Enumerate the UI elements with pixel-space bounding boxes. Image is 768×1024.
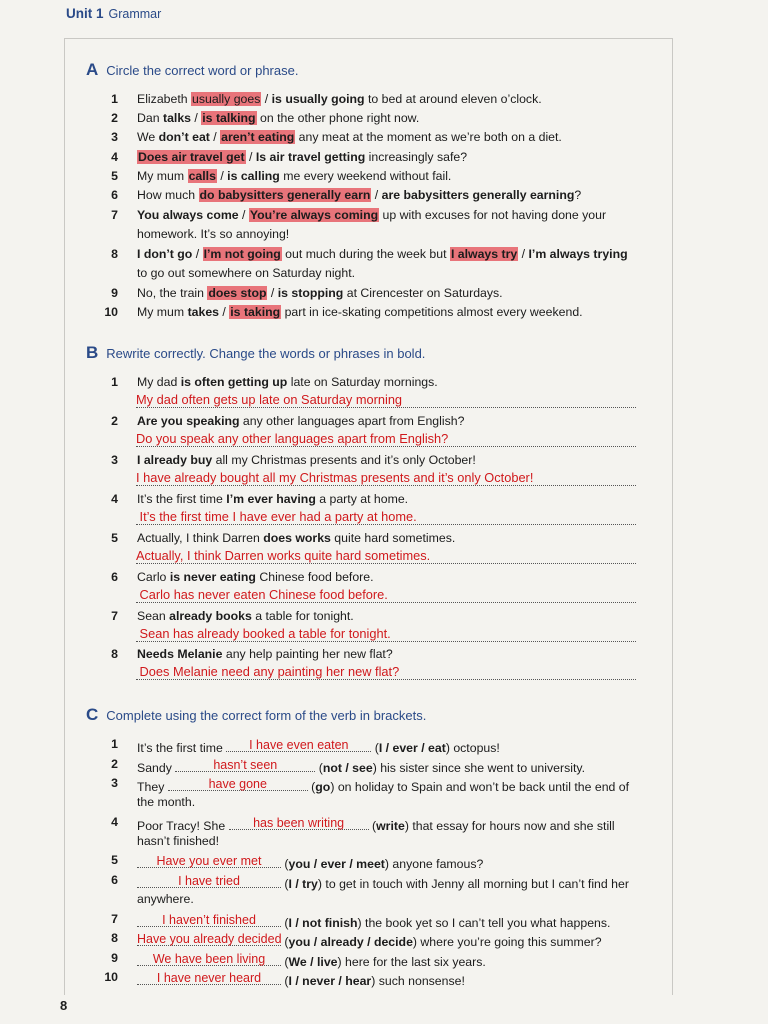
item-number: 4 <box>111 815 118 829</box>
list-item <box>137 286 503 300</box>
list-item <box>137 208 606 222</box>
bold-phrase: I’m ever having <box>226 492 316 506</box>
list-item <box>137 912 610 930</box>
text-fragment: ) where you’re going this summer? <box>412 935 602 949</box>
bold-phrase: write <box>376 819 405 833</box>
answer-text: I have tried <box>178 874 240 888</box>
text-fragment: the month. <box>137 795 196 809</box>
item-number: 6 <box>111 570 118 584</box>
list-item <box>137 414 464 428</box>
bold-phrase: is often getting up <box>180 375 288 389</box>
list-item <box>137 757 585 775</box>
text-fragment: ) to get in touch with Jenny all morning but I can’t find her <box>317 877 629 891</box>
bold-phrase: you / already / decide <box>288 935 413 949</box>
bold-phrase: I’m always trying <box>528 247 628 261</box>
bold-phrase: I / not finish <box>288 916 358 930</box>
item-number: 9 <box>111 286 118 300</box>
list-item <box>137 492 408 506</box>
text-fragment: Chinese food before. <box>255 570 374 584</box>
item-number: 3 <box>111 776 118 790</box>
text-fragment: quite hard sometimes. <box>330 531 456 545</box>
bold-phrase: I / ever / eat <box>378 741 446 755</box>
item-number: 5 <box>111 531 118 545</box>
list-item <box>137 795 195 809</box>
answer-line[interactable]: Does Melanie need any painting her new flat? <box>136 664 636 680</box>
bold-phrase: does works <box>263 531 331 545</box>
circled-choice[interactable]: Does air travel get <box>138 150 245 164</box>
answer-text: I have never heard <box>156 971 262 985</box>
text-fragment: ) his sister since she went to university. <box>372 761 586 775</box>
list-item <box>137 609 354 623</box>
item-number: 7 <box>111 208 118 222</box>
list-item <box>137 853 483 871</box>
circled-choice[interactable]: is taking <box>230 305 281 319</box>
text-fragment: / <box>261 92 272 106</box>
list-item <box>137 92 542 106</box>
text-fragment: at Cirencester on Saturdays. <box>343 286 503 300</box>
list-item <box>137 247 628 261</box>
list-item <box>137 931 602 949</box>
text-fragment: Actually, I think Darren <box>137 531 264 545</box>
text-fragment: My dad <box>137 375 181 389</box>
list-item <box>137 737 500 755</box>
text-fragment: any other languages apart from English? <box>239 414 465 428</box>
blank-field[interactable] <box>229 815 369 830</box>
text-fragment: / <box>267 286 278 300</box>
answer-text: Have you already decided <box>137 932 282 946</box>
blank-field[interactable] <box>137 951 281 966</box>
text-fragment: ( <box>281 916 289 930</box>
text-fragment: homework. It’s so annoying! <box>137 227 290 241</box>
list-item <box>137 892 194 906</box>
answer-line[interactable]: It’s the first time I have ever had a party at home. <box>136 509 636 525</box>
section-a-letter: A <box>86 60 99 79</box>
text-fragment: increasingly safe? <box>365 150 468 164</box>
text-fragment: Sean <box>137 609 170 623</box>
list-item <box>137 647 393 661</box>
text-fragment: on the other phone right now. <box>256 111 420 125</box>
list-item <box>137 951 486 969</box>
circled-choice[interactable]: aren’t eating <box>221 130 295 144</box>
circled-choice[interactable]: You’re always coming <box>249 208 379 222</box>
bold-phrase: I don’t go <box>137 247 193 261</box>
section-b-heading <box>86 343 425 363</box>
item-number: 2 <box>111 757 118 771</box>
circled-choice[interactable]: usually goes <box>192 92 261 106</box>
answer-text: hasn’t seen <box>213 758 278 772</box>
text-fragment: ( <box>368 819 377 833</box>
text-fragment: / <box>219 305 230 319</box>
item-number: 3 <box>111 130 118 144</box>
list-item <box>137 227 289 241</box>
answer-text: We have been living <box>152 952 266 966</box>
section-c-instruction: Complete using the correct form of the verb in brackets. <box>106 708 427 723</box>
text-fragment: No, the train <box>137 286 208 300</box>
item-number: 6 <box>111 873 118 887</box>
text-fragment: all my Christmas presents and it’s only October! <box>212 453 476 467</box>
text-fragment: It’s the first time <box>137 741 227 755</box>
list-item <box>137 111 419 125</box>
section-a-instruction: Circle the correct word or phrase. <box>106 63 299 78</box>
bold-phrase: I already buy <box>137 453 213 467</box>
text-fragment: Sandy <box>137 761 176 775</box>
text-fragment: Poor Tracy! She <box>137 819 229 833</box>
bold-phrase: Needs Melanie <box>137 647 223 661</box>
answer-text: Have you ever met <box>156 854 262 868</box>
text-fragment: Dan <box>137 111 163 125</box>
text-fragment: ( <box>371 741 379 755</box>
blank-field[interactable] <box>137 873 281 888</box>
text-fragment: ( <box>281 974 289 988</box>
item-number: 4 <box>111 150 118 164</box>
blank-field[interactable] <box>226 737 371 752</box>
item-number: 10 <box>104 305 118 319</box>
text-fragment: / <box>216 169 228 183</box>
list-item <box>137 453 476 467</box>
section-a-heading <box>86 60 298 80</box>
text-fragment: ) anyone famous? <box>384 857 484 871</box>
text-fragment: a party at home. <box>315 492 409 506</box>
text-fragment: How much <box>137 188 199 202</box>
answer-text: I haven’t finished <box>162 913 256 927</box>
item-number: 7 <box>111 912 118 926</box>
text-fragment: / <box>192 247 203 261</box>
text-fragment: to go out somewhere on Saturday night. <box>137 266 356 280</box>
text-fragment: ( <box>281 857 289 871</box>
list-item <box>137 970 465 988</box>
blank-field[interactable] <box>137 931 281 946</box>
bold-phrase: talks <box>162 111 192 125</box>
bold-phrase: Are you speaking <box>137 414 240 428</box>
text-fragment: up with excuses for not having done your <box>379 208 607 222</box>
text-fragment: anywhere. <box>137 892 194 906</box>
list-item <box>137 375 438 389</box>
list-item <box>137 169 451 183</box>
item-number: 8 <box>111 647 118 661</box>
bold-phrase: go <box>315 780 331 794</box>
circled-choice[interactable]: do babysitters generally earn <box>199 188 371 202</box>
page-number: 8 <box>60 998 68 1013</box>
bold-phrase: don’t eat <box>158 130 210 144</box>
text-fragment: My mum <box>137 169 188 183</box>
text-fragment: me every weekend without fail. <box>279 169 452 183</box>
blank-field[interactable] <box>168 776 308 791</box>
unit-header <box>66 6 161 21</box>
item-number: 3 <box>111 453 118 467</box>
list-item <box>137 266 355 280</box>
item-number: 6 <box>111 188 118 202</box>
text-fragment: / <box>245 150 256 164</box>
answer-line[interactable]: Do you speak any other languages apart from English? <box>136 431 636 447</box>
item-number: 5 <box>111 853 118 867</box>
bold-phrase: takes <box>187 305 220 319</box>
bold-phrase: is stopping <box>277 286 344 300</box>
list-item <box>137 305 583 319</box>
section-b-instruction: Rewrite correctly. Change the words or phrases in bold. <box>106 346 426 361</box>
bold-phrase: Is air travel getting <box>255 150 366 164</box>
text-fragment: to bed at around eleven o’clock. <box>364 92 542 106</box>
text-fragment: any meat at the moment as we’re both on a diet. <box>295 130 562 144</box>
section-c-letter: C <box>86 705 99 724</box>
text-fragment: It’s the first time <box>137 492 227 506</box>
bold-phrase: We / live <box>288 955 338 969</box>
answer-line[interactable]: I have already bought all my Christmas presents and it’s only October! <box>136 470 636 486</box>
text-fragment: ) the book yet so I can’t tell you what happens. <box>357 916 611 930</box>
bold-phrase: I / never / hear <box>288 974 372 988</box>
text-fragment: ( <box>315 761 323 775</box>
blank-field[interactable] <box>137 853 281 868</box>
list-item <box>137 188 581 202</box>
list-item <box>137 776 629 794</box>
text-fragment: hasn’t finished! <box>137 834 220 848</box>
item-number: 2 <box>111 111 118 125</box>
answer-text: I have even eaten <box>249 738 349 752</box>
item-number: 1 <box>111 92 118 106</box>
text-fragment: Carlo <box>137 570 170 584</box>
text-fragment: any help painting her new flat? <box>222 647 393 661</box>
text-fragment: They <box>137 780 168 794</box>
section-b-letter: B <box>86 343 99 362</box>
text-fragment: Elizabeth <box>137 92 192 106</box>
item-number: 9 <box>111 951 118 965</box>
text-fragment: / <box>371 188 382 202</box>
item-number: 10 <box>104 970 118 984</box>
bold-phrase: are babysitters generally earning <box>381 188 575 202</box>
text-fragment: out much during the week but <box>281 247 450 261</box>
text-fragment: / <box>518 247 529 261</box>
text-fragment: ( <box>281 877 289 891</box>
bold-phrase: already books <box>169 609 252 623</box>
answer-line[interactable]: Sean has already booked a table for tonight. <box>136 626 636 642</box>
blank-field[interactable] <box>137 970 281 985</box>
item-number: 1 <box>111 737 118 751</box>
item-number: 2 <box>111 414 118 428</box>
bold-phrase: is usually going <box>271 92 365 106</box>
answer-line[interactable]: My dad often gets up late on Saturday morning <box>136 392 636 408</box>
circled-choice[interactable]: does stop <box>208 286 267 300</box>
text-fragment: ( <box>281 935 289 949</box>
text-fragment: ( <box>281 955 289 969</box>
blank-field[interactable] <box>175 757 315 772</box>
bold-phrase: not / see <box>322 761 373 775</box>
answer-line[interactable]: Carlo has never eaten Chinese food before. <box>136 587 636 603</box>
item-number: 1 <box>111 375 118 389</box>
answer-line[interactable]: Actually, I think Darren works quite hard sometimes. <box>136 548 636 564</box>
text-fragment: My mum <box>137 305 188 319</box>
blank-field[interactable] <box>137 912 281 927</box>
section-label: Grammar <box>108 7 162 21</box>
text-fragment: ) that essay for hours now and she still <box>404 819 615 833</box>
item-number: 7 <box>111 609 118 623</box>
text-fragment: ) here for the last six years. <box>337 955 486 969</box>
bold-phrase: you / ever / meet <box>288 857 385 871</box>
text-fragment: ? <box>574 188 582 202</box>
text-fragment: a table for tonight. <box>251 609 354 623</box>
text-fragment: / <box>209 130 221 144</box>
list-item <box>137 815 615 833</box>
bold-phrase: is calling <box>227 169 280 183</box>
bold-phrase: is never eating <box>169 570 256 584</box>
list-item <box>137 570 374 584</box>
text-fragment: We <box>137 130 159 144</box>
list-item <box>137 873 629 891</box>
list-item <box>137 531 455 545</box>
list-item <box>137 150 467 164</box>
text-fragment: ( <box>307 780 316 794</box>
circled-choice[interactable]: I always try <box>450 247 518 261</box>
text-fragment: / <box>191 111 202 125</box>
text-fragment: late on Saturday mornings. <box>287 375 438 389</box>
answer-text: have gone <box>208 777 267 791</box>
answer-text: has been writing <box>253 816 345 830</box>
list-item <box>137 130 562 144</box>
text-fragment: ) octopus! <box>445 741 500 755</box>
circled-choice[interactable]: is talking <box>202 111 256 125</box>
item-number: 4 <box>111 492 118 506</box>
bold-phrase: You always come <box>137 208 239 222</box>
text-fragment: ) on holiday to Spain and won’t be back until the end of <box>330 780 630 794</box>
unit-label: Unit 1 <box>66 6 104 21</box>
circled-choice[interactable]: I’m not going <box>203 247 281 261</box>
section-c-heading <box>86 705 426 725</box>
text-fragment: / <box>238 208 249 222</box>
item-number: 8 <box>111 931 118 945</box>
item-number: 5 <box>111 169 118 183</box>
circled-choice[interactable]: calls <box>188 169 216 183</box>
bold-phrase: I / try <box>288 877 318 891</box>
text-fragment: part in ice-skating competitions almost every weekend. <box>281 305 583 319</box>
item-number: 8 <box>111 247 118 261</box>
text-fragment: ) such nonsense! <box>371 974 465 988</box>
list-item <box>137 834 219 848</box>
